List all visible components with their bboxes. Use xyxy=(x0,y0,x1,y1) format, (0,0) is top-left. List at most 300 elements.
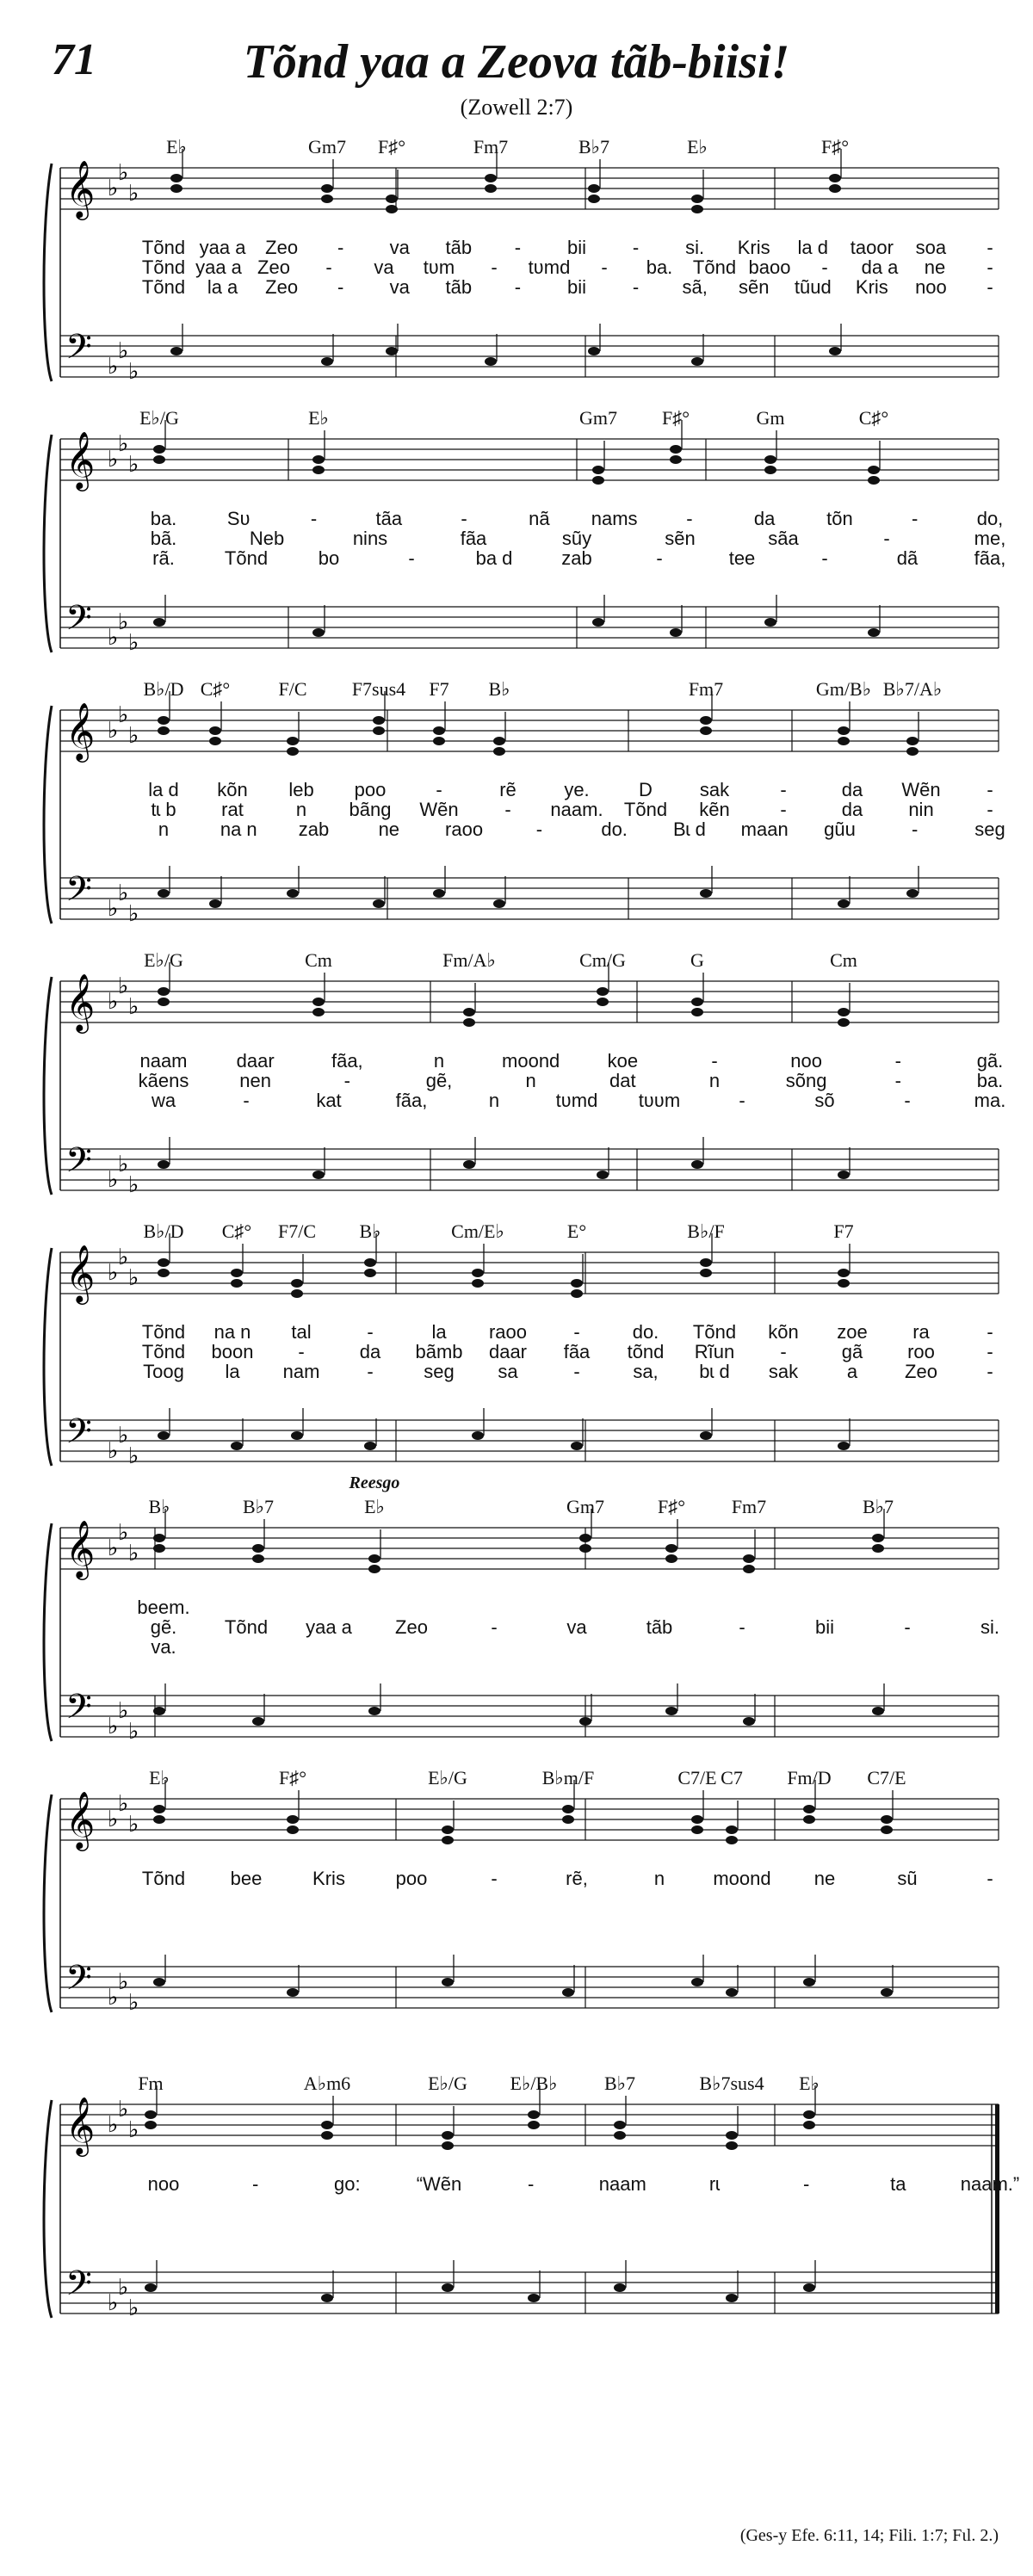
chord-symbol: Fm7 xyxy=(473,136,509,158)
lyric-syllable: ra xyxy=(912,1321,930,1343)
lyric-syllable: sẽn xyxy=(665,528,696,549)
key-flat-icon: ♭ xyxy=(118,1423,129,1448)
treble-note xyxy=(726,2131,738,2140)
treble-note xyxy=(364,1258,376,1267)
treble-note xyxy=(562,1805,574,1813)
chord-symbol: F/C xyxy=(278,678,307,700)
treble-clef-icon: 𝄞 xyxy=(65,2096,96,2154)
system-brace xyxy=(44,1248,52,1466)
treble-note xyxy=(287,737,299,745)
treble-note xyxy=(803,1805,815,1813)
lyric-syllable: daar xyxy=(236,1050,275,1072)
lyric-syllable: zab xyxy=(561,547,592,569)
lyric-syllable: n xyxy=(525,1070,536,1091)
chord-symbol: F♯° xyxy=(661,407,690,429)
treble-note xyxy=(803,2121,815,2129)
bass-note xyxy=(726,1988,738,1997)
lyric-syllable: kãens xyxy=(138,1070,189,1091)
chord-symbol: B♭7 xyxy=(242,1496,275,1517)
lyric-syllable: fãa xyxy=(563,1341,591,1362)
lyric-syllable: - xyxy=(821,547,828,569)
treble-note xyxy=(312,455,325,464)
hymn-title: Tõnd yaa a Zeova tãb-biisi! xyxy=(243,35,790,89)
chord-symbol: B♭7 xyxy=(862,1496,894,1517)
treble-note xyxy=(743,1565,755,1573)
lyric-syllable: gã. xyxy=(976,1050,1004,1072)
treble-note xyxy=(571,1289,583,1298)
system-1 xyxy=(34,129,1007,387)
treble-note xyxy=(231,1279,243,1288)
chord-symbol: Cm/G xyxy=(579,949,626,971)
lyric-syllable: - xyxy=(527,2173,535,2195)
key-flat-icon: ♭ xyxy=(108,447,119,472)
key-flat-icon: ♭ xyxy=(118,1245,129,1269)
treble-note xyxy=(838,1018,850,1027)
lyric-syllable: - xyxy=(325,256,332,278)
bass-note xyxy=(145,2283,157,2292)
chord-symbol: Gm/B♭ xyxy=(815,678,872,700)
bass-note xyxy=(321,2294,333,2302)
key-flat-icon: ♭ xyxy=(118,1520,129,1545)
bass-note xyxy=(252,1717,264,1726)
lyric-syllable: - xyxy=(987,276,993,298)
lyric-syllable: do, xyxy=(976,508,1004,529)
lyric-syllable: ne xyxy=(378,819,400,840)
treble-note xyxy=(726,1836,738,1844)
lyric-syllable: nin xyxy=(908,799,934,820)
lyric-syllable: - xyxy=(821,256,828,278)
bass-note xyxy=(588,347,600,355)
lyric-syllable: nins xyxy=(352,528,388,549)
bass-clef-icon: 𝄢 xyxy=(65,1958,92,2006)
lyric-syllable: tãb xyxy=(445,237,473,258)
chord-symbol: B♭7 xyxy=(578,136,610,158)
lyric-syllable: bii xyxy=(566,276,587,298)
lyric-syllable: la d xyxy=(797,237,829,258)
treble-note xyxy=(838,1269,850,1277)
lyric-syllable: - xyxy=(251,2173,259,2195)
key-flat-icon: ♭ xyxy=(118,702,129,727)
lyric-syllable: - xyxy=(711,1050,718,1072)
lyric-syllable: taoor xyxy=(850,237,894,258)
treble-clef-icon: 𝄞 xyxy=(65,1519,96,1578)
lyric-syllable: kat xyxy=(316,1090,342,1111)
bass-note xyxy=(312,628,325,637)
key-flat-icon: ♭ xyxy=(128,1172,139,1197)
lyric-syllable: - xyxy=(904,1090,911,1111)
lyric-syllable: ba. xyxy=(976,1070,1004,1091)
treble-note xyxy=(153,1544,165,1553)
chord-symbol: Gm7 xyxy=(308,136,346,158)
treble-clef-icon: 𝄞 xyxy=(65,1790,96,1849)
key-flat-icon: ♭ xyxy=(108,989,119,1014)
lyric-syllable: - xyxy=(367,1321,374,1343)
treble-note xyxy=(872,1544,884,1553)
lyric-syllable: va. xyxy=(151,1636,176,1658)
bass-note xyxy=(321,357,333,366)
treble-clef-icon: 𝄞 xyxy=(65,973,96,1031)
chord-symbol: Fm xyxy=(138,2073,164,2094)
lyric-syllable: poo xyxy=(354,779,387,800)
lyric-syllable: - xyxy=(535,819,543,840)
lyric-syllable: wa xyxy=(151,1090,176,1111)
lyric-syllable: fãa xyxy=(460,528,487,549)
lyric-syllable: daar xyxy=(488,1341,528,1362)
chord-symbol: B♭/D xyxy=(143,678,184,700)
bass-note xyxy=(493,899,505,908)
system-brace xyxy=(44,706,52,924)
lyric-syllable: - xyxy=(298,1341,305,1362)
key-flat-icon: ♭ xyxy=(108,1438,119,1463)
lyric-syllable: gũu xyxy=(824,819,856,840)
key-flat-icon: ♭ xyxy=(128,1990,139,2015)
lyric-syllable: noo xyxy=(147,2173,180,2195)
bass-note xyxy=(906,889,919,898)
lyric-syllable: bee xyxy=(230,1868,263,1889)
lyric-syllable: tʋʋm xyxy=(638,1090,681,1111)
lyric-syllable: noo xyxy=(790,1050,823,1072)
system-2-staves xyxy=(34,400,1007,658)
key-flat-icon: ♭ xyxy=(118,160,129,185)
lyric-syllable: kẽn xyxy=(699,799,730,820)
key-flat-icon: ♭ xyxy=(108,1807,119,1832)
key-flat-icon: ♭ xyxy=(108,354,119,379)
lyric-syllable: moond xyxy=(713,1868,771,1889)
treble-note xyxy=(158,716,170,725)
chord-symbol: B♭ xyxy=(359,1220,381,1242)
key-flat-icon: ♭ xyxy=(128,994,139,1019)
chord-symbol: B♭7sus4 xyxy=(699,2073,764,2094)
treble-note xyxy=(321,2131,333,2140)
treble-note xyxy=(170,184,182,193)
lyric-syllable: sãa xyxy=(768,528,799,549)
treble-note xyxy=(614,2121,626,2129)
lyric-syllable: Sʋ xyxy=(226,508,251,529)
treble-note xyxy=(291,1279,303,1288)
key-flat-icon: ♭ xyxy=(128,359,139,384)
treble-note xyxy=(588,195,600,203)
lyric-syllable: naam.” xyxy=(960,2173,1020,2195)
lyric-syllable: raoo xyxy=(488,1321,528,1343)
treble-note xyxy=(252,1554,264,1563)
treble-note xyxy=(145,2121,157,2129)
bass-note xyxy=(691,1160,703,1169)
lyric-syllable: Wẽn xyxy=(901,779,941,800)
key-flat-icon: ♭ xyxy=(108,718,119,743)
lyric-syllable: Bɩ d xyxy=(672,819,706,840)
lyric-syllable: noo xyxy=(915,276,947,298)
lyric-syllable: tee xyxy=(728,547,756,569)
bass-note xyxy=(158,889,170,898)
bass-note xyxy=(726,2294,738,2302)
lyric-syllable: - xyxy=(408,547,415,569)
lyric-syllable: - xyxy=(780,779,787,800)
treble-note xyxy=(571,1279,583,1288)
treble-note xyxy=(868,466,880,474)
treble-note xyxy=(906,737,919,745)
chord-symbol: Cm/E♭ xyxy=(451,1220,504,1242)
treble-note xyxy=(803,2110,815,2119)
chord-symbol: B♭7/A♭ xyxy=(882,678,943,700)
key-flat-icon: ♭ xyxy=(118,609,129,634)
chord-symbol: B♭/F xyxy=(687,1220,725,1242)
lyric-syllable: seg xyxy=(974,819,1005,840)
lyric-syllable: si. xyxy=(685,237,705,258)
lyric-syllable: sa xyxy=(498,1361,518,1382)
lyric-syllable: sak xyxy=(699,779,730,800)
key-flat-icon: ♭ xyxy=(118,2097,129,2122)
bass-note xyxy=(485,357,497,366)
lyric-syllable: - xyxy=(514,237,522,258)
treble-note xyxy=(838,1279,850,1288)
bass-note xyxy=(868,628,880,637)
lyric-syllable: - xyxy=(987,1361,993,1382)
treble-note xyxy=(726,2141,738,2150)
treble-note xyxy=(592,476,604,485)
lyric-syllable: raoo xyxy=(445,819,484,840)
lyric-syllable: n xyxy=(488,1090,500,1111)
lyric-syllable: soa xyxy=(915,237,947,258)
lyric-syllable: Kris xyxy=(855,276,888,298)
lyric-syllable: Tõnd xyxy=(692,1321,737,1343)
treble-note xyxy=(252,1544,264,1553)
bass-note xyxy=(528,2294,540,2302)
bass-note xyxy=(872,1707,884,1715)
bass-note xyxy=(579,1717,591,1726)
treble-note xyxy=(691,195,703,203)
treble-note xyxy=(472,1279,484,1288)
key-flat-icon: ♭ xyxy=(118,1698,129,1723)
key-flat-icon: ♭ xyxy=(118,338,129,363)
bass-note xyxy=(881,1988,893,1997)
lyric-syllable: Kris xyxy=(312,1868,345,1889)
lyric-syllable: ma. xyxy=(974,1090,1006,1111)
lyric-syllable: yaa a xyxy=(306,1616,352,1638)
treble-note xyxy=(158,726,170,735)
treble-clef-icon: 𝄞 xyxy=(65,430,96,489)
treble-clef-icon: 𝄞 xyxy=(65,701,96,760)
lyric-syllable: - xyxy=(573,1321,580,1343)
lyric-syllable: da a xyxy=(861,256,899,278)
lyric-syllable: va xyxy=(374,256,394,278)
lyric-syllable: - xyxy=(987,256,993,278)
key-flat-icon: ♭ xyxy=(108,1167,119,1192)
key-flat-icon: ♭ xyxy=(128,2117,139,2142)
treble-note xyxy=(493,747,505,756)
treble-note xyxy=(485,184,497,193)
lyric-syllable: - xyxy=(987,1321,993,1343)
lyric-syllable: Toog xyxy=(143,1361,184,1382)
lyric-syllable: rɩ xyxy=(708,2173,721,2195)
treble-note xyxy=(153,455,165,464)
lyric-syllable: naam xyxy=(139,1050,188,1072)
treble-note xyxy=(321,184,333,193)
lyric-syllable: leb xyxy=(288,779,314,800)
lyric-syllable: nams xyxy=(591,508,638,529)
treble-note xyxy=(588,184,600,193)
treble-note xyxy=(592,466,604,474)
bass-note xyxy=(743,1717,755,1726)
lyric-syllable: n xyxy=(158,819,170,840)
lyric-syllable: baoo xyxy=(748,256,791,278)
lyric-syllable: n xyxy=(708,1070,721,1091)
lyric-syllable: - xyxy=(491,1616,498,1638)
key-flat-icon: ♭ xyxy=(128,901,139,926)
treble-note xyxy=(528,2121,540,2129)
lyric-syllable: Kris xyxy=(737,237,770,258)
lyric-syllable: Tõnd xyxy=(224,547,269,569)
chord-symbol: G xyxy=(690,949,704,971)
treble-note xyxy=(312,466,325,474)
bass-note xyxy=(803,1978,815,1986)
lyric-syllable: Tõnd xyxy=(623,799,668,820)
lyric-syllable: gẽ. xyxy=(150,1616,177,1638)
lyric-syllable: Wẽn xyxy=(419,799,459,820)
bass-note xyxy=(597,1171,609,1179)
lyric-syllable: zab xyxy=(298,819,330,840)
treble-note xyxy=(472,1269,484,1277)
bass-note xyxy=(665,1707,677,1715)
lyric-syllable: - xyxy=(461,508,467,529)
lyric-syllable: tʋmd xyxy=(555,1090,598,1111)
lyric-syllable: Tõnd xyxy=(141,237,186,258)
system-8 xyxy=(34,2066,1020,2324)
chord-symbol: Gm xyxy=(756,407,785,429)
lyric-syllable: Tõnd xyxy=(224,1616,269,1638)
chord-symbol: Cm xyxy=(305,949,332,971)
final-barline-thick xyxy=(995,2104,999,2313)
lyric-syllable: naam. xyxy=(550,799,603,820)
bass-note xyxy=(153,1978,165,1986)
bass-note xyxy=(386,347,398,355)
lyric-syllable: bo xyxy=(318,547,340,569)
treble-note xyxy=(528,2110,540,2119)
lyric-syllable: D xyxy=(639,779,653,800)
chord-symbol: A♭m6 xyxy=(303,2073,351,2094)
lyric-syllable: nen xyxy=(239,1070,272,1091)
treble-note xyxy=(700,1258,712,1267)
chord-symbol: E♭/G xyxy=(139,407,179,429)
bass-note xyxy=(291,1431,303,1440)
chord-symbol: C♯° xyxy=(221,1220,252,1242)
lyric-syllable: tãb xyxy=(445,276,473,298)
lyric-syllable: moond xyxy=(502,1050,560,1072)
lyric-syllable: bãng xyxy=(349,799,392,820)
chord-symbol: E♭ xyxy=(308,407,329,429)
lyric-syllable: boon xyxy=(211,1341,254,1362)
chord-symbol: E♭ xyxy=(364,1496,385,1517)
bass-note xyxy=(691,357,703,366)
lyric-syllable: tʋmd xyxy=(528,256,571,278)
lyric-syllable: Zeo xyxy=(395,1616,428,1638)
bass-clef-icon: 𝄢 xyxy=(65,2264,92,2312)
treble-note xyxy=(700,716,712,725)
bass-clef-icon: 𝄢 xyxy=(65,598,92,646)
bass-note xyxy=(312,1171,325,1179)
treble-note xyxy=(691,998,703,1006)
lyric-syllable: ba. xyxy=(646,256,673,278)
lyric-syllable: tal xyxy=(291,1321,312,1343)
lyric-syllable: bã. xyxy=(150,528,177,549)
chord-symbol: C7/E xyxy=(867,1767,906,1788)
treble-note xyxy=(368,1554,380,1563)
lyric-syllable: - xyxy=(656,547,663,569)
treble-clef-icon: 𝄞 xyxy=(65,1244,96,1302)
treble-note xyxy=(597,987,609,996)
treble-note xyxy=(868,476,880,485)
lyric-syllable: tʋm xyxy=(423,256,455,278)
treble-note xyxy=(158,998,170,1006)
treble-note xyxy=(700,1269,712,1277)
lyric-syllable: - xyxy=(436,779,442,800)
chord-symbol: E♭ xyxy=(799,2073,820,2094)
lyric-syllable: na n xyxy=(213,1321,251,1343)
lyric-syllable: sã, xyxy=(682,276,708,298)
lyric-syllable: kõn xyxy=(768,1321,799,1343)
lyric-syllable: sak xyxy=(768,1361,799,1382)
chord-symbol: F7/C xyxy=(277,1220,317,1242)
lyric-syllable: - xyxy=(894,1050,901,1072)
lyric-syllable: tãa xyxy=(375,508,403,529)
key-flat-icon: ♭ xyxy=(108,2112,119,2137)
bass-note xyxy=(829,347,841,355)
treble-note xyxy=(231,1269,243,1277)
lyric-syllable: Tõnd xyxy=(141,276,186,298)
bass-note xyxy=(158,1431,170,1440)
lyric-syllable: - xyxy=(343,1070,350,1091)
lyric-syllable: dat xyxy=(609,1070,636,1091)
treble-note xyxy=(170,174,182,182)
bass-note xyxy=(364,1442,376,1450)
treble-note xyxy=(691,1008,703,1016)
footer-references: (Ges-y Efe. 6:11, 14; Fili. 1:7; Fɩl. 2.) xyxy=(739,2526,999,2545)
lyric-syllable: - xyxy=(337,237,344,258)
key-flat-icon: ♭ xyxy=(108,1535,119,1560)
treble-note xyxy=(158,1258,170,1267)
lyric-syllable: - xyxy=(243,1090,250,1111)
key-flat-icon: ♭ xyxy=(128,723,139,748)
lyric-syllable: ba d xyxy=(475,547,513,569)
lyric-syllable: yaa a xyxy=(195,256,242,278)
key-flat-icon: ♭ xyxy=(118,1969,129,1994)
lyric-syllable: va xyxy=(566,1616,587,1638)
bass-note xyxy=(287,889,299,898)
treble-note xyxy=(562,1815,574,1824)
treble-note xyxy=(442,2141,454,2150)
bass-note xyxy=(562,1988,574,1997)
lyric-syllable: naam xyxy=(598,2173,646,2195)
bass-note xyxy=(670,628,682,637)
chord-symbol: E♭/G xyxy=(428,1767,467,1788)
key-flat-icon: ♭ xyxy=(118,973,129,998)
lyric-syllable: Tõnd xyxy=(141,256,186,278)
lyric-syllable: ne xyxy=(924,256,946,278)
bass-note xyxy=(170,347,182,355)
chord-symbol: C♯° xyxy=(200,678,231,700)
treble-note xyxy=(881,1825,893,1834)
lyric-syllable: - xyxy=(491,256,498,278)
lyric-syllable: tũud xyxy=(794,276,832,298)
treble-note xyxy=(291,1289,303,1298)
lyric-syllable: ne xyxy=(813,1868,836,1889)
lyric-syllable: do. xyxy=(632,1321,659,1343)
key-flat-icon: ♭ xyxy=(128,1443,139,1468)
lyric-syllable: me, xyxy=(974,528,1006,549)
chord-symbol: B♭m/F xyxy=(541,1767,595,1788)
lyric-syllable: da xyxy=(841,779,863,800)
key-flat-icon: ♭ xyxy=(118,1152,129,1177)
system-brace xyxy=(44,435,52,652)
